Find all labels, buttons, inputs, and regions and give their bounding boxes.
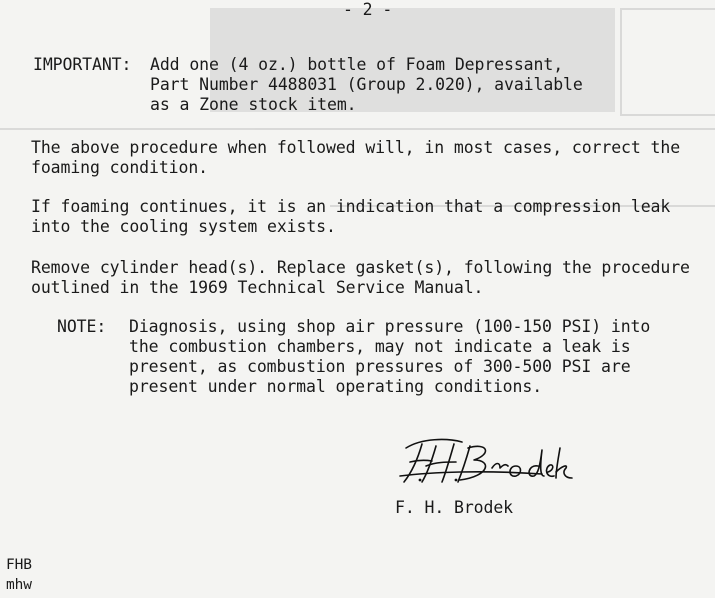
text-line: The above procedure when followed will, in most cases, correct the xyxy=(31,138,681,157)
text-line: Add one (4 oz.) bottle of Foam Depressant, xyxy=(150,55,564,74)
text-line: foaming condition. xyxy=(31,158,209,177)
important-text xyxy=(150,55,583,115)
text-line: Diagnosis, using shop air pressure (100-150 PSI) into xyxy=(129,317,651,336)
typist-initials: mhw xyxy=(6,577,32,593)
note-text xyxy=(129,317,650,397)
page-number: - 2 - xyxy=(343,0,393,19)
bleed-through-rule xyxy=(0,128,715,130)
paragraph-repair xyxy=(31,258,690,298)
paragraph-procedure xyxy=(31,138,680,178)
handwritten-signature xyxy=(392,432,577,492)
text-line: present, as combustion pressures of 300-500 PSI are xyxy=(129,357,631,376)
note-label: NOTE: xyxy=(57,317,107,336)
text-line: present under normal operating conditions. xyxy=(129,377,543,396)
text-line: If foaming continues, it is an indication that a compression leak xyxy=(31,197,671,216)
paragraph-foaming xyxy=(31,197,670,237)
text-line: into the cooling system exists. xyxy=(31,217,336,236)
important-label: IMPORTANT: xyxy=(33,55,132,74)
text-line: the combustion chambers, may not indicate a leak is xyxy=(129,337,631,356)
text-line: Remove cylinder head(s). Replace gasket(s), following the procedure xyxy=(31,258,690,277)
text-line: as a Zone stock item. xyxy=(150,95,357,114)
text-line: Part Number 4488031 (Group 2.020), available xyxy=(150,75,583,94)
text-line: outlined in the 1969 Technical Service Manual. xyxy=(31,278,484,297)
bleed-through-logo-box xyxy=(620,8,715,116)
author-initials: FHB xyxy=(6,557,32,573)
signer-name: F. H. Brodek xyxy=(395,498,514,517)
